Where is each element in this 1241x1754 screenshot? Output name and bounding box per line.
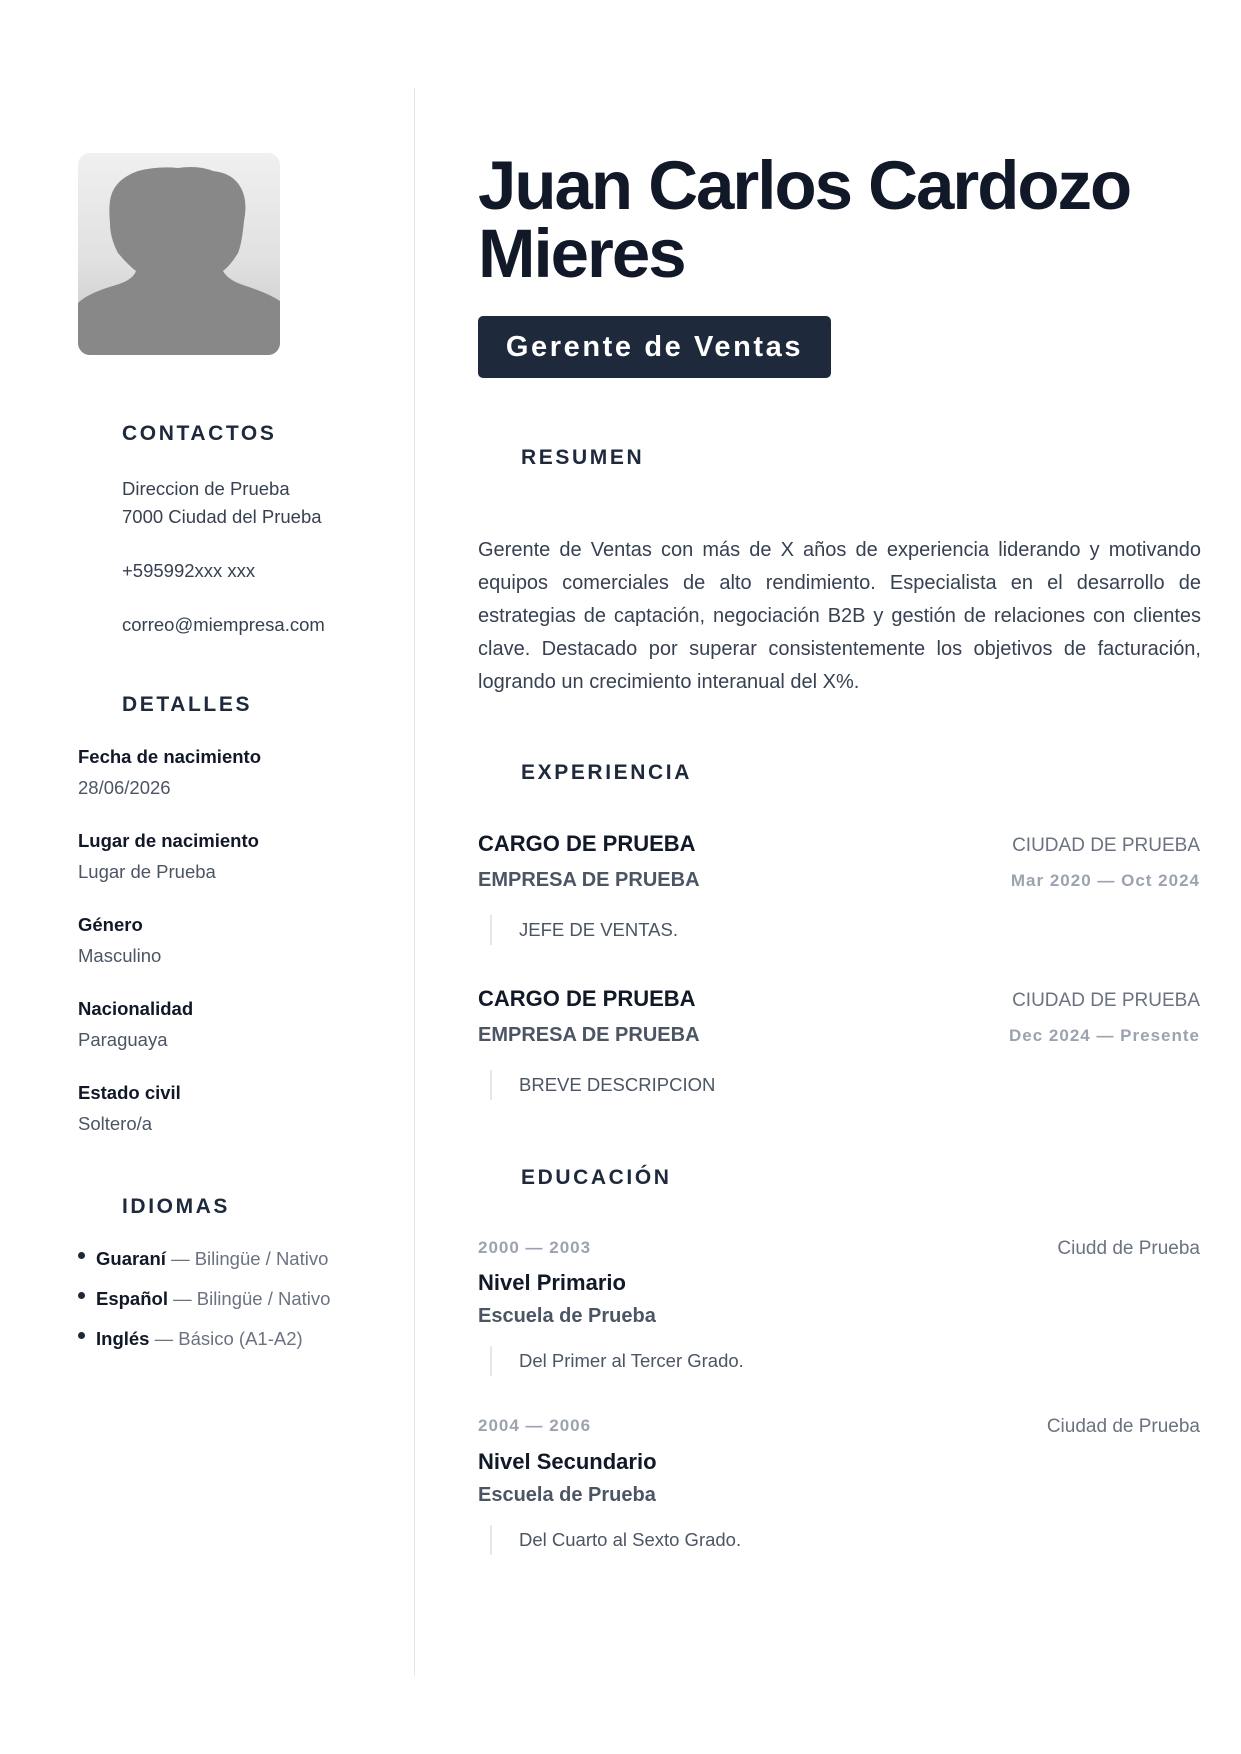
job-description: BREVE DESCRIPCION [490, 1070, 715, 1100]
education-degree: Nivel Primario [478, 1270, 626, 1295]
detail-label: Fecha de nacimiento [78, 746, 261, 767]
detail-value: Lugar de Prueba [78, 861, 216, 882]
detail-value: 28/06/2026 [78, 777, 171, 798]
phone-number: +595992xxx xxx [122, 560, 256, 581]
language-name: Inglés [96, 1328, 150, 1349]
language-level: — Básico (A1-A2) [154, 1328, 303, 1349]
language-item [78, 1248, 328, 1270]
detail-item [78, 829, 388, 884]
education-city: Ciudd de Prueba [1057, 1238, 1200, 1259]
column-divider [414, 88, 415, 1676]
person-silhouette-icon [78, 153, 280, 355]
job-description: JEFE DE VENTAS. [490, 915, 678, 945]
details-title: DETALLES [122, 693, 253, 716]
job-position: CARGO DE PRUEBA [478, 986, 696, 1011]
detail-item [78, 913, 388, 968]
detail-label: Estado civil [78, 1082, 181, 1103]
language-name: Guaraní [96, 1248, 166, 1269]
job-company: EMPRESA DE PRUEBA [478, 1024, 700, 1046]
experience-title: EXPERIENCIA [521, 761, 692, 784]
detail-label: Género [78, 914, 143, 935]
name-line1: Juan Carlos Cardozo [478, 147, 1131, 224]
name-line2: Mieres [478, 215, 685, 292]
job-position: CARGO DE PRUEBA [478, 831, 696, 856]
contacts-title: CONTACTOS [122, 422, 277, 445]
job-dates: Dec 2024 — Presente [1009, 1026, 1200, 1045]
education-description: Del Primer al Tercer Grado. [490, 1346, 744, 1376]
job-city: CIUDAD DE PRUEBA [1012, 835, 1200, 856]
language-item [78, 1328, 303, 1350]
education-years: 2000 — 2003 [478, 1238, 592, 1257]
role-badge: Gerente de Ventas [478, 316, 831, 378]
education-school: Escuela de Prueba [478, 1305, 656, 1327]
address-line1: Direccion de Prueba [122, 478, 290, 499]
job-dates: Mar 2020 — Oct 2024 [1010, 871, 1200, 890]
detail-value: Paraguaya [78, 1029, 168, 1050]
email-address: correo@miempresa.com [122, 614, 325, 635]
address-line2: 7000 Ciudad del Prueba [122, 506, 322, 527]
education-title: EDUCACIÓN [521, 1166, 672, 1189]
education-school: Escuela de Prueba [478, 1484, 656, 1506]
job-company: EMPRESA DE PRUEBA [478, 869, 700, 891]
education-years: 2004 — 2006 [478, 1416, 592, 1435]
detail-value: Masculino [78, 945, 162, 966]
language-level: — Bilingüe / Nativo [171, 1248, 329, 1269]
education-city: Ciudad de Prueba [1046, 1416, 1200, 1437]
language-level: — Bilingüe / Nativo [173, 1288, 331, 1309]
bullet-icon [78, 1292, 85, 1299]
detail-label: Lugar de nacimiento [78, 830, 259, 851]
bullet-icon [78, 1252, 85, 1259]
summary-text: Gerente de Ventas con más de X años de experiencia liderando y motivando equipos comerciales de alto rendimiento. Especialista en el desarrollo de estrategias de captación, negociación B2B y gestión de relaciones con clientes clave. Destacado por superar consistentemente los objetivos de facturación, logrando un crecimiento interanual del X%. [478, 539, 1201, 693]
candidate-name [478, 147, 1218, 292]
detail-item [78, 997, 388, 1052]
detail-item [78, 745, 388, 800]
bullet-icon [78, 1332, 85, 1339]
detail-item [78, 1081, 388, 1136]
job-city: CIUDAD DE PRUEBA [1012, 990, 1200, 1011]
summary-title: RESUMEN [521, 446, 645, 469]
education-degree: Nivel Secundario [478, 1449, 657, 1474]
language-item [78, 1288, 330, 1310]
detail-label: Nacionalidad [78, 998, 194, 1019]
profile-photo [78, 153, 280, 355]
education-description: Del Cuarto al Sexto Grado. [490, 1525, 741, 1555]
detail-value: Soltero/a [78, 1113, 153, 1134]
language-name: Español [96, 1288, 168, 1309]
languages-title: IDIOMAS [122, 1195, 231, 1218]
